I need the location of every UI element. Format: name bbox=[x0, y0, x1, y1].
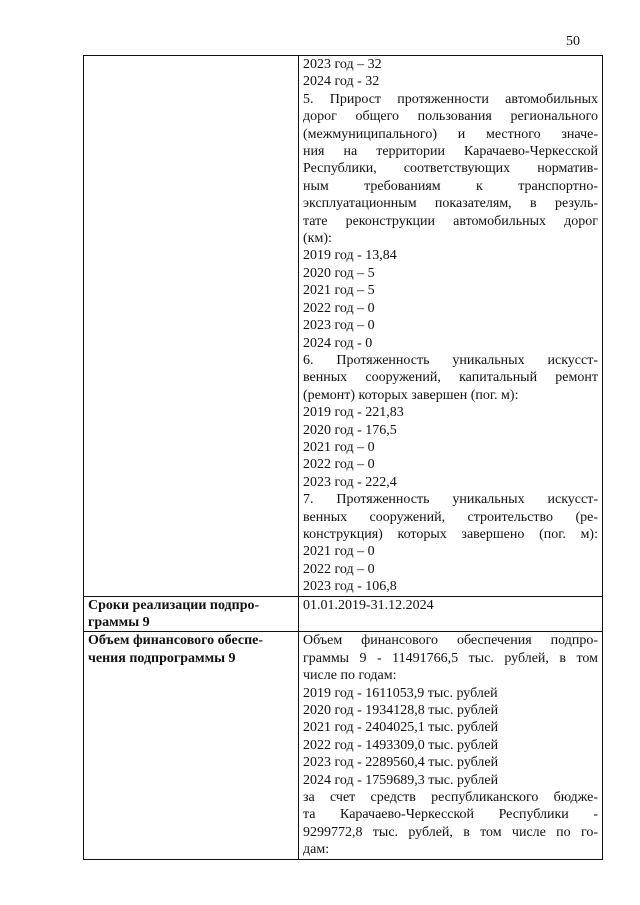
row-label-period bbox=[84, 596, 299, 632]
text-line: 9299772,8 тыс. рублей, в том числе по го- bbox=[303, 824, 598, 840]
passport-table bbox=[83, 55, 603, 860]
table-row bbox=[84, 56, 603, 597]
text-line: 2024 год - 0 bbox=[303, 335, 373, 351]
row-label-funding bbox=[84, 632, 299, 859]
label-line: чения подпрограммы 9 bbox=[88, 650, 236, 666]
table-row bbox=[84, 632, 603, 859]
period-cell bbox=[299, 596, 603, 632]
label-line: граммы 9 bbox=[88, 615, 150, 630]
text-line: 01.01.2019-31.12.2024 bbox=[303, 597, 434, 613]
text-line: (ремонт) которых завершен (пог. м): bbox=[303, 387, 519, 403]
text-line: 2019 год - 1611053,9 тыс. рублей bbox=[303, 685, 498, 701]
text-line: 2024 год - 32 bbox=[303, 74, 380, 90]
page-number: 50 bbox=[566, 34, 580, 49]
text-line: (межмуниципального) и местного значе- bbox=[303, 126, 598, 142]
text-line: 2020 год - 176,5 bbox=[303, 422, 397, 438]
text-line: 2021 год – 5 bbox=[303, 283, 375, 299]
funding-cell bbox=[299, 632, 603, 859]
text-line: Республики, соответствующих норматив- bbox=[303, 161, 598, 177]
text-line: 2019 год - 221,83 bbox=[303, 405, 404, 421]
text-line: дорог общего пользования регионального bbox=[303, 109, 598, 125]
text-line: 2021 год – 0 bbox=[303, 544, 375, 560]
text-line: 2021 год – 0 bbox=[303, 439, 375, 455]
text-line: 5. Прирост протяженности автомобильных bbox=[303, 91, 598, 107]
text-line: венных сооружений, строительство (ре- bbox=[303, 509, 598, 525]
text-line: 2022 год – 0 bbox=[303, 561, 375, 577]
text-line: 2022 год – 0 bbox=[303, 457, 375, 473]
text-line: 7. Протяженность уникальных искусст- bbox=[303, 492, 598, 508]
text-line: Объем финансового обеспечения подпро- bbox=[303, 633, 598, 649]
text-line: граммы 9 - 11491766,5 тыс. рублей, в том bbox=[303, 650, 598, 666]
text-line: числе по годам: bbox=[303, 668, 397, 684]
text-line: ния на территории Карачаево-Черкесской bbox=[303, 144, 598, 160]
text-line: за счет средств республиканского бюдже- bbox=[303, 790, 598, 806]
text-line: ным требованиям к транспортно- bbox=[303, 178, 598, 194]
text-line: 2019 год - 13,84 bbox=[303, 248, 397, 264]
row-label-empty bbox=[84, 56, 299, 597]
text-line: (км): bbox=[303, 231, 332, 247]
text-line: 2023 год - 222,4 bbox=[303, 474, 397, 490]
table-row bbox=[84, 596, 603, 632]
text-line: 2020 год - 1934128,8 тыс. рублей bbox=[303, 703, 499, 719]
text-line: та Карачаево-Черкесской Республики - bbox=[303, 807, 598, 823]
text-line: 2023 год – 0 bbox=[303, 318, 375, 334]
text-line: дам: bbox=[303, 842, 330, 858]
text-line: 2023 год - 2289560,4 тыс. рублей bbox=[303, 755, 499, 771]
text-line: 6. Протяженность уникальных искусст- bbox=[303, 352, 598, 368]
text-line: 2023 год - 106,8 bbox=[303, 579, 397, 595]
indicators-cell bbox=[299, 56, 603, 597]
text-line: 2021 год - 2404025,1 тыс. рублей bbox=[303, 720, 499, 736]
label-line: Объем финансового обеспе- bbox=[88, 633, 264, 649]
text-line: 2024 год - 1759689,3 тыс. рублей bbox=[303, 772, 499, 788]
text-line: 2022 год - 1493309,0 тыс. рублей bbox=[303, 737, 499, 753]
text-line: эксплуатационным показателям, в резуль- bbox=[303, 196, 598, 212]
text-line: 2022 год – 0 bbox=[303, 300, 375, 316]
label-line: Сроки реализации подпро- bbox=[88, 597, 260, 613]
text-line: 2023 год – 32 bbox=[303, 57, 382, 72]
text-line: 2020 год – 5 bbox=[303, 265, 375, 281]
text-line: венных сооружений, капитальный ремонт bbox=[303, 370, 598, 386]
text-line: тате реконструкции автомобильных дорог bbox=[303, 213, 598, 229]
text-line: конструкция) которых завершено (пог. м): bbox=[303, 526, 598, 542]
